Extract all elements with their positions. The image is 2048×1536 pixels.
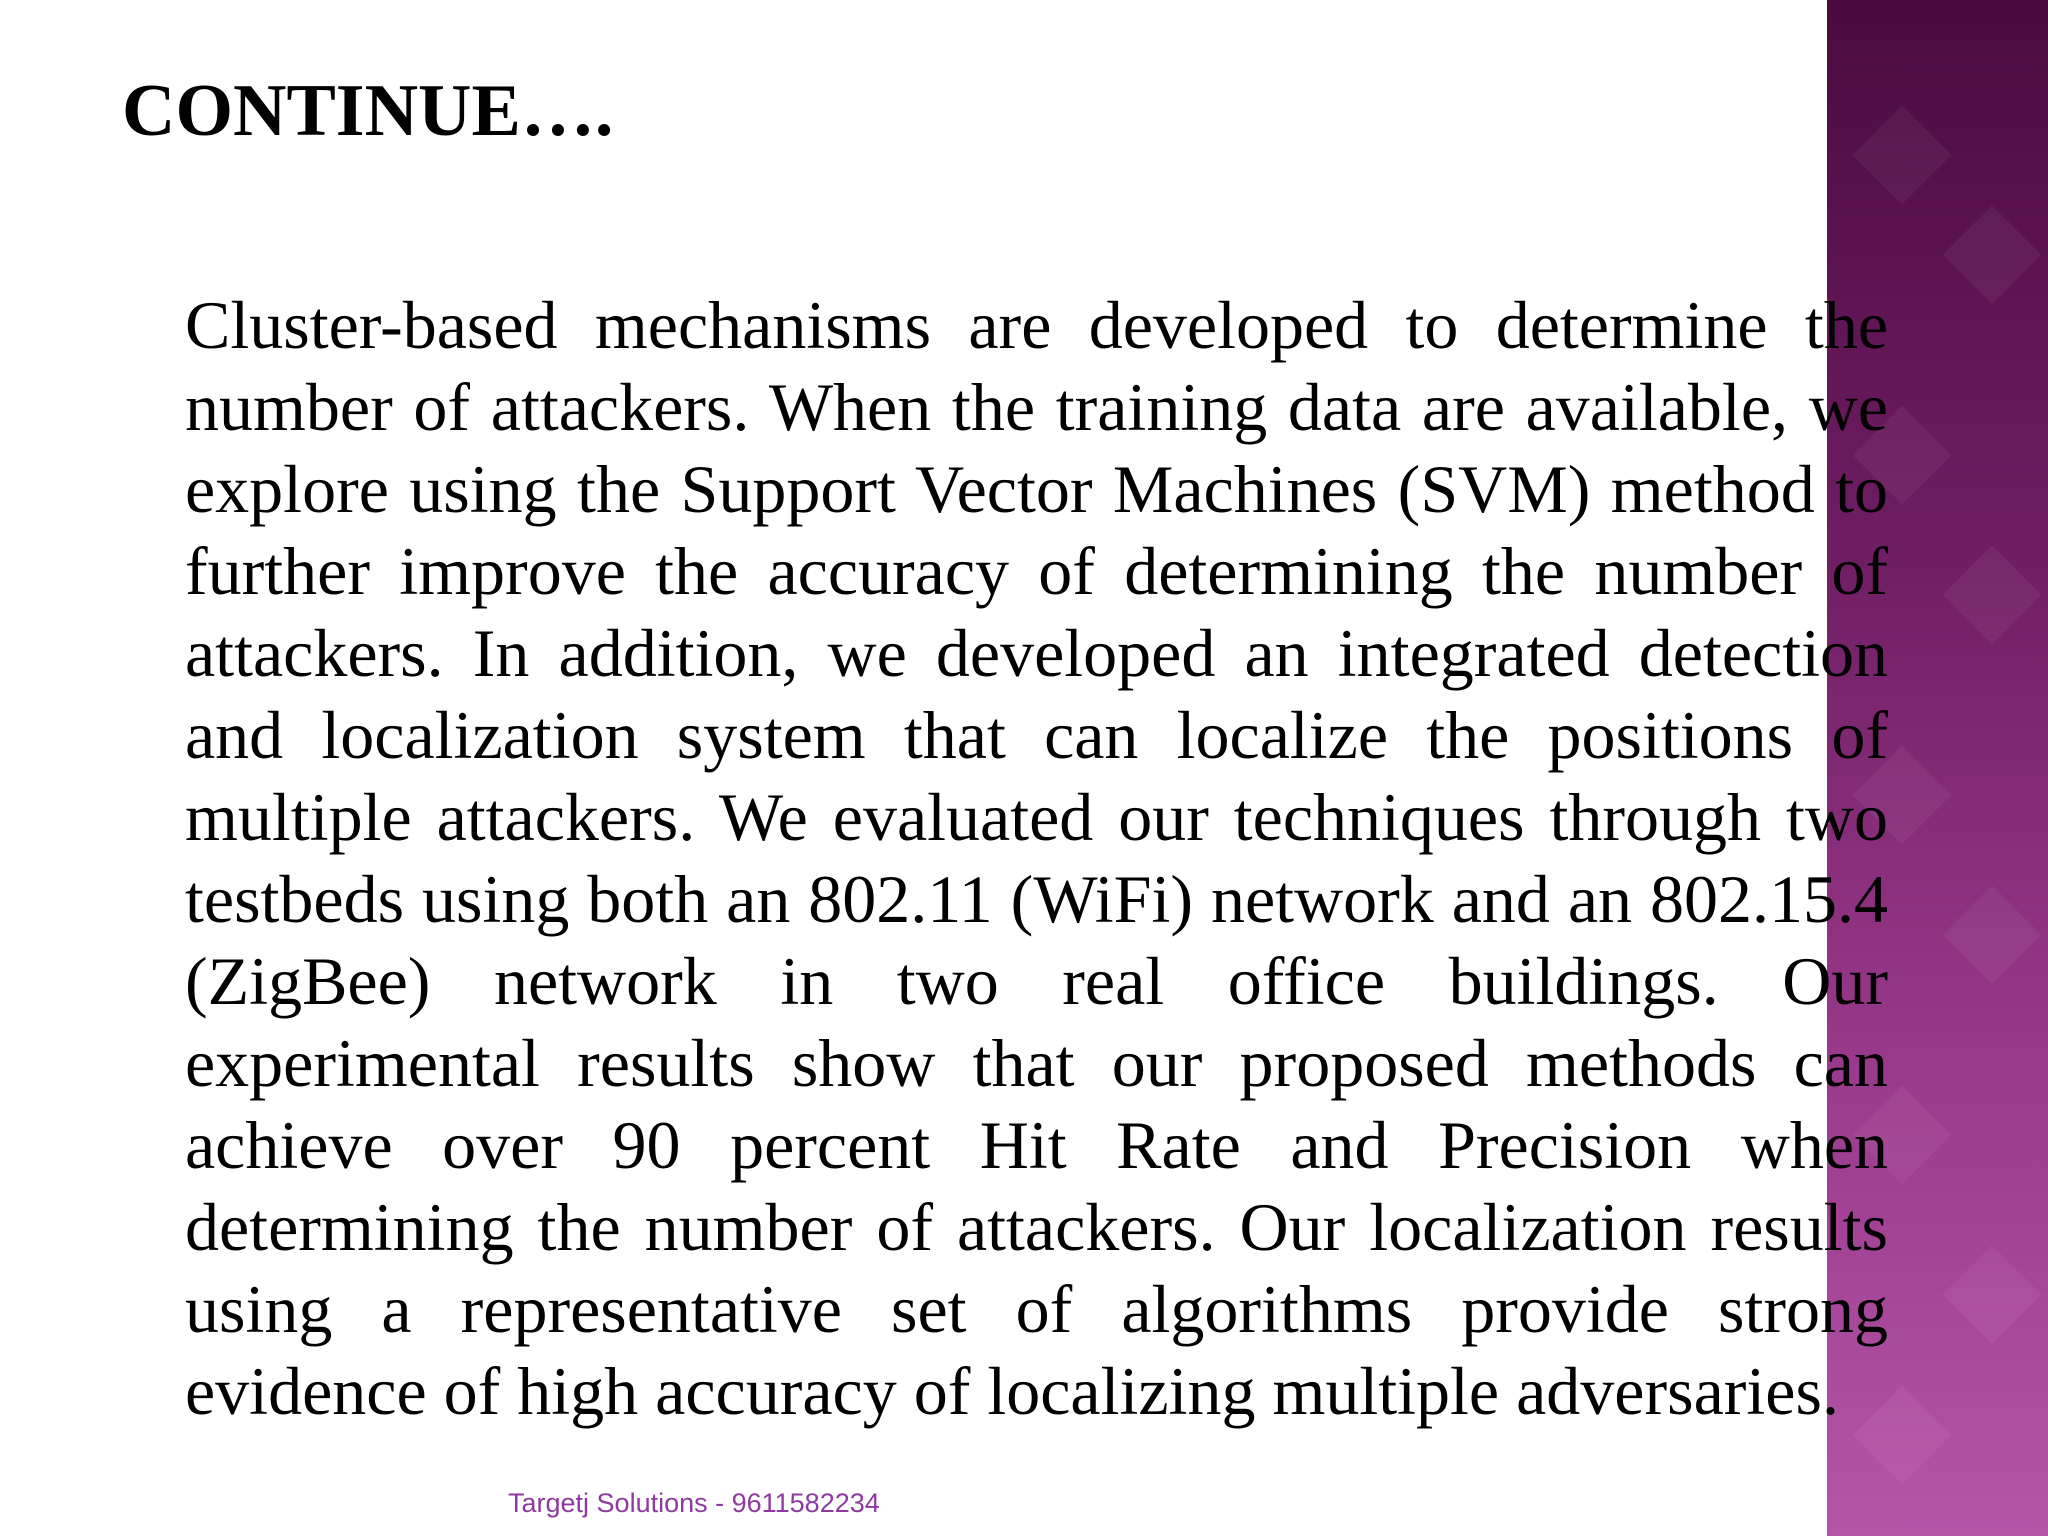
slide-title: CONTINUE…. (122, 70, 614, 152)
slide-body-text: Cluster-based mechanisms are developed to determine the number of attackers. When the training data are available, we explore using the Support Vector Machines (SVM) method to further improve the accuracy of determining the number of attackers. In addition, we developed an integrated detection and localization system that can localize the positions of multiple attackers. We evaluated our techniques through two testbeds using both an 802.11 (WiFi) network and an 802.15.4 (ZigBee) network in two real office buildings. Our experimental results show that our proposed methods can achieve over 90 percent Hit Rate and Precision when determining the number of attackers. Our localization results using a representative set of algorithms provide strong evidence of high accuracy of localizing multiple adversaries. (185, 287, 1888, 1429)
slide-footer: Targetj Solutions - 9611582234 (508, 1488, 880, 1518)
